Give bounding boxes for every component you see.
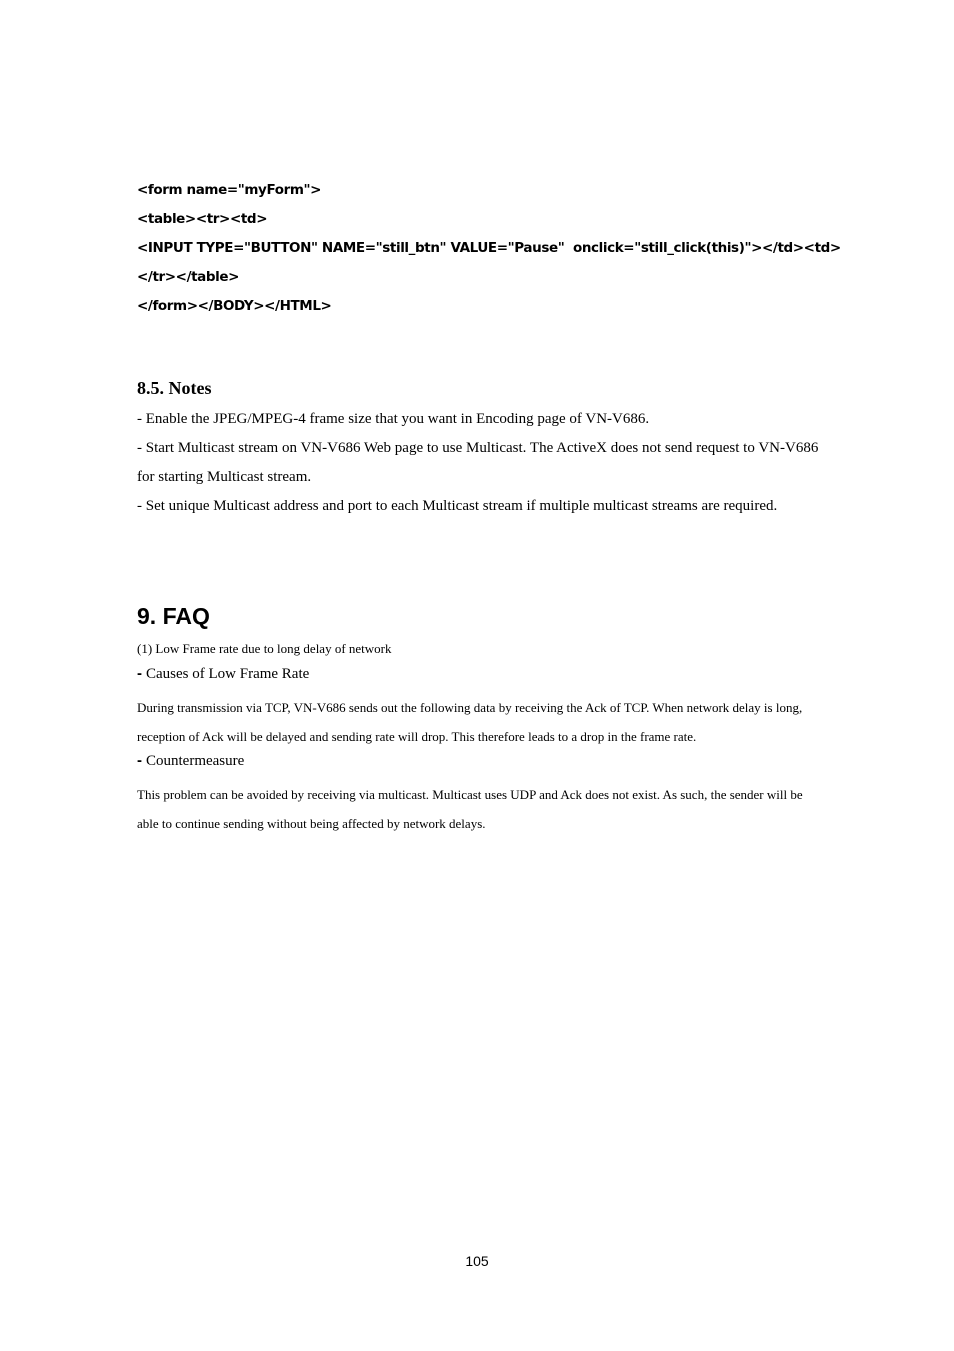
dash-marker: -: [137, 665, 142, 682]
dash-marker: -: [137, 752, 142, 769]
note-item: - Start Multicast stream on VN-V686 Web page to use Multicast. The ActiveX does not send request to VN-V686 for starting Multicast stream.: [137, 440, 819, 485]
page-number: 105: [465, 1253, 489, 1269]
faq-question: (1) Low Frame rate due to long delay of network: [137, 641, 392, 656]
faq-heading: 9. FAQ: [137, 603, 210, 629]
code-line: </tr></table>: [137, 269, 240, 285]
code-line: <INPUT TYPE="BUTTON" NAME="still_btn" VALUE="Pause" onclick="still_click(this)"></td><td>: [137, 240, 841, 256]
note-item: - Set unique Multicast address and port to each Multicast stream if multiple multicast streams are required.: [137, 498, 778, 514]
code-line: <table><tr><td>: [137, 211, 268, 227]
note-item: - Enable the JPEG/MPEG-4 frame size that you want in Encoding page of VN-V686.: [137, 411, 650, 427]
causes-subheading: [137, 664, 827, 693]
faq-section: [137, 639, 827, 838]
notes-list: [137, 405, 827, 521]
countermeasure-body: This problem can be avoided by receiving via multicast. Multicast uses UDP and Ack does not exist. As such, the sender will be able to continue sending without being affected by network delays.: [137, 787, 803, 831]
code-line: <form name="myForm">: [137, 182, 322, 198]
causes-title: Causes of Low Frame Rate: [146, 666, 310, 682]
notes-heading: 8.5. Notes: [137, 378, 212, 398]
countermeasure-title: Countermeasure: [146, 753, 245, 769]
countermeasure-subheading: [137, 751, 827, 780]
causes-body: During transmission via TCP, VN-V686 sends out the following data by receiving the Ack of TCP. When network delay is long, reception of Ack will be delayed and sending rate will drop. This therefore leads to a drop in the frame rate.: [137, 700, 803, 744]
code-block: [137, 180, 841, 325]
code-line: </form></BODY></HTML>: [137, 298, 332, 314]
